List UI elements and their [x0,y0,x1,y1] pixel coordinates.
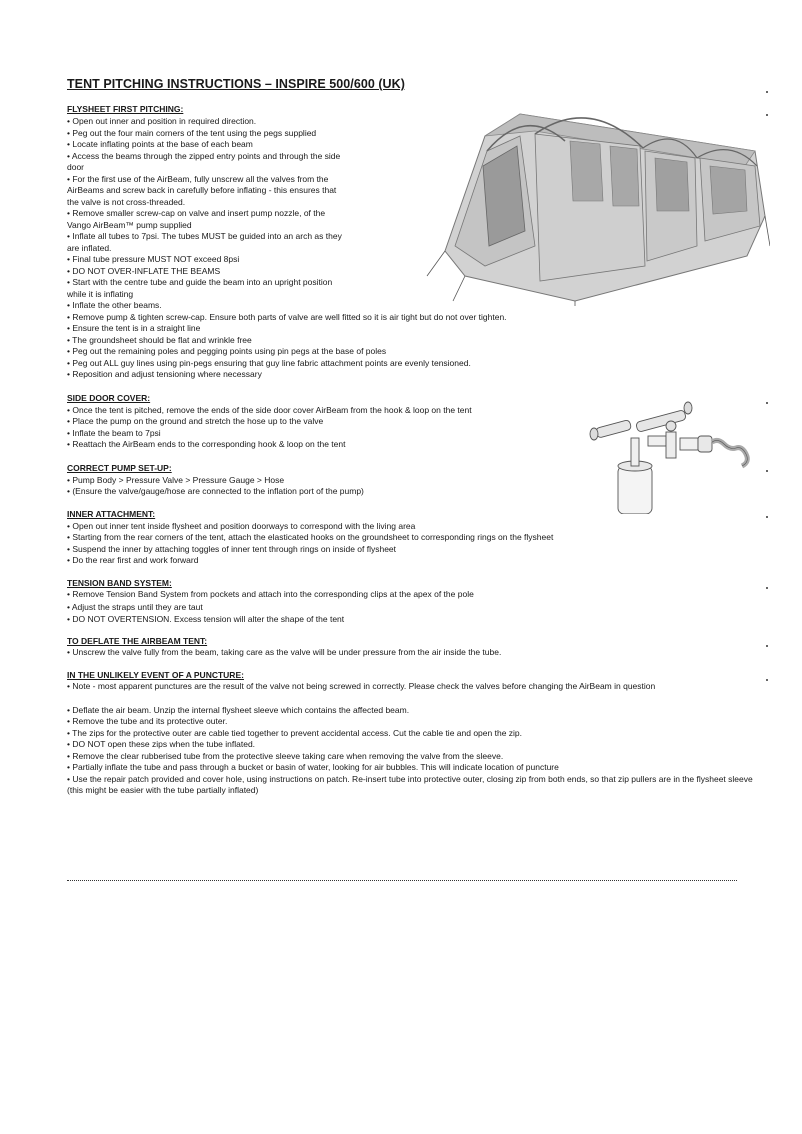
inner-line: • Starting from the rear corners of the tent, attach the elasticated hooks on the groundsheet to corresponding rings on the flysheet [67,532,554,542]
margin-mark [766,470,768,472]
deflate-heading: TO DEFLATE THE AIRBEAM TENT: [67,636,208,646]
flysheet-heading: FLYSHEET FIRST PITCHING: [67,104,184,114]
flysheet-line: • Locate inflating points at the base of each beam [67,139,253,149]
inner-line: • Do the rear first and work forward [67,555,199,565]
margin-mark [766,402,768,404]
margin-mark [766,114,768,116]
inner-line: • Suspend the inner by attaching toggles of inner tent through rings on inside of flysheet [67,543,397,554]
puncture-line: • Deflate the air beam. Unzip the internal flysheet sleeve which contains the affected beam. [67,704,410,715]
flysheet-line: • Access the beams through the zipped entry points and through the side [67,150,341,161]
flysheet-line: • Ensure the tent is in a straight line [67,323,201,333]
margin-mark [766,91,768,93]
flysheet-line: • Peg out the remaining poles and pegging points using pin pegs at the base of poles [67,346,387,356]
puncture-line: • DO NOT open these zips when the tube inflated. [67,739,256,749]
inner-heading: INNER ATTACHMENT: [67,509,156,519]
puncture-line: • Partially inflate the tube and pass through a bucket or basin of water, looking for air bubbles. This will indicate location of puncture [67,762,559,772]
tension-line: • DO NOT OVERTENSION. Excess tension will alter the shape of the tent [67,613,345,624]
flysheet-line: • Inflate all tubes to 7psi. The tubes MUST be guided into an arch as they [67,231,342,241]
flysheet-line: are inflated. [67,242,112,253]
margin-mark [766,645,768,647]
flysheet-line: • Reposition and adjust tensioning where necessary [67,369,262,379]
flysheet-line: • DO NOT OVER-INFLATE THE BEAMS [67,265,221,276]
flysheet-line: Vango AirBeam™ pump supplied [67,219,192,230]
side-door-line: • Inflate the beam to 7psi [67,427,161,438]
side-door-heading: SIDE DOOR COVER: [67,393,151,403]
side-door-line: • Reattach the AirBeam ends to the corresponding hook & loop on the tent [67,439,346,449]
flysheet-line: • Start with the centre tube and guide the beam into an upright position [67,277,333,287]
flysheet-line: AirBeams and screw back in carefully before inflating - this ensures that [67,185,337,195]
side-door-line: • Place the pump on the ground and stretch the hose up to the valve [67,416,324,426]
flysheet-line: door [67,162,85,172]
puncture-line: • Remove the tube and its protective outer. [67,716,228,726]
puncture-note: • Note - most apparent punctures are the result of the valve not being screwed in correctly. Please check the valves before changing the AirBeam in question [67,681,656,691]
pump-setup-line: • Pump Body > Pressure Valve > Pressure Gauge > Hose [67,474,285,485]
margin-mark [766,587,768,589]
dotted-divider [67,880,737,881]
puncture-heading: IN THE UNLIKELY EVENT OF A PUNCTURE: [67,670,244,680]
margin-mark [766,516,768,518]
flysheet-line: • Final tube pressure MUST NOT exceed 8psi [67,254,240,264]
puncture-last: • Use the repair patch provided and cover hole, using instructions on patch. Re-insert tube into protective outer, closing zip from both ends, so that zip pullers are in the flysheet sleeve (this might be easier with the tube partially inflated) [67,773,753,795]
pump-illustration [588,396,756,514]
flysheet-line: • For the first use of the AirBeam, fully unscrew all the valves from the [67,173,329,184]
flysheet-line: • Peg out ALL guy lines using pin-pegs ensuring that guy line fabric attachment points are evenly tensioned. [67,357,471,368]
flysheet-line: • Inflate the other beams. [67,300,162,310]
puncture-line: • Remove the clear rubberised tube from the protective sleeve taking care when removing the valve from the sleeve. [67,750,504,761]
pump-setup-heading: CORRECT PUMP SET-UP: [67,463,172,473]
pump-setup-line: • (Ensure the valve/gauge/hose are connected to the inflation port of the pump) [67,486,364,496]
margin-mark [766,679,768,681]
inner-line: • Open out inner tent inside flysheet and position doorways to correspond with the living area [67,520,416,531]
side-door-line: • Once the tent is pitched, remove the ends of the side door cover AirBeam from the hook & loop on the tent [67,404,472,415]
flysheet-line: • Remove pump & tighten screw-cap. Ensure both parts of valve are well fitted so it is air tight but do not over tighten. [67,311,507,322]
tension-line: • Remove Tension Band System from pockets and attach into the corresponding clips at the apex of the pole [67,589,474,599]
page-title: TENT PITCHING INSTRUCTIONS – INSPIRE 500/600 (UK) [67,77,405,91]
puncture-line: • The zips for the protective outer are cable tied together to prevent accidental access. Cut the cable tie and open the zip. [67,727,523,738]
flysheet-line: while it is inflating [67,288,134,299]
flysheet-line: • Peg out the four main corners of the tent using the pegs supplied [67,127,317,138]
tension-line: • Adjust the straps until they are taut [67,601,203,612]
tension-heading: TENSION BAND SYSTEM: [67,578,172,588]
deflate-line: • Unscrew the valve fully from the beam, taking care as the valve will be under pressure from the air inside the tube. [67,647,502,657]
flysheet-line: the valve is not cross-threaded. [67,196,186,207]
flysheet-line: • Remove smaller screw-cap on valve and insert pump nozzle, of the [67,208,326,218]
tent-illustration [425,96,770,306]
flysheet-line: • Open out inner and position in required direction. [67,116,257,126]
flysheet-line: • The groundsheet should be flat and wrinkle free [67,334,252,345]
